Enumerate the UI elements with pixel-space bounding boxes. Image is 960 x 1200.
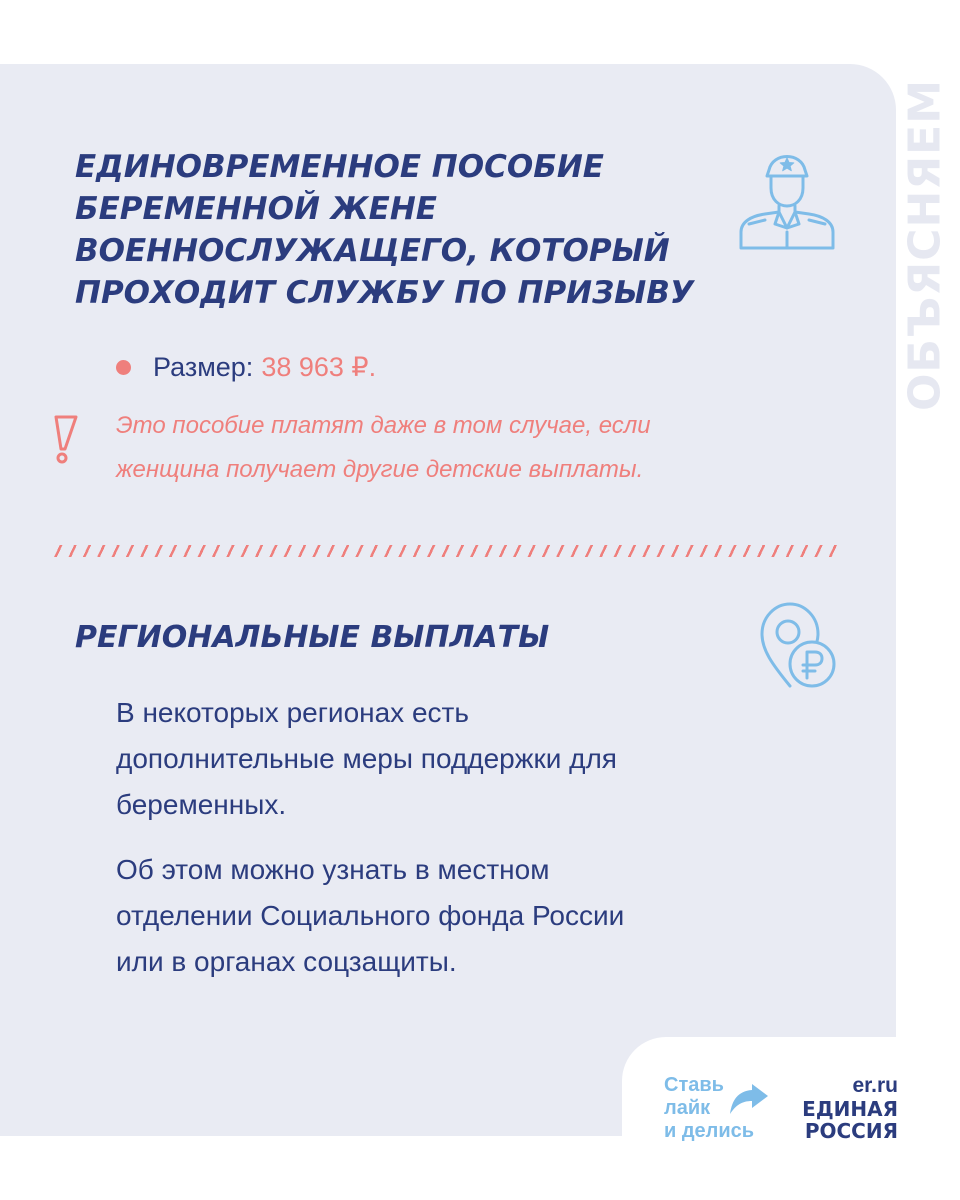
section1-title-line: ПРОХОДИТ СЛУЖБУ ПО ПРИЗЫВУ [75,275,694,311]
section1-title-line: ЕДИНОВРЕМЕННОЕ ПОСОБИЕ [75,149,604,185]
bullet-icon [116,360,131,375]
section1-title-line: ВОЕННОСЛУЖАЩЕГО, КОТОРЫЙ [75,233,670,269]
paragraph-line: отделении Социального фонда России [116,900,625,931]
site-link[interactable]: er.ru [852,1074,898,1097]
location-ruble-icon [758,600,840,690]
share-line: и делись [664,1120,755,1142]
section1-title [75,146,715,314]
exclamation-icon [52,415,78,465]
section1-title-line: БЕРЕМЕННОЙ ЖЕНЕ [75,191,437,227]
share-line: Ставь [664,1074,724,1096]
size-row [116,345,376,389]
paragraph-line: Об этом можно узнать в местном [116,854,550,885]
note-line: Это пособие платят даже в том случае, если [116,412,651,439]
brand-name-line: РОССИЯ [804,1119,898,1143]
hatched-divider [52,545,838,557]
paragraph-line: беременных. [116,789,287,820]
brand-name-line: ЕДИНАЯ [802,1097,898,1121]
size-label: Размер: [153,351,254,382]
brand-block [802,1074,898,1142]
soldier-icon [735,148,839,252]
paragraph-regions [116,690,756,828]
side-watermark: ОБЪЯСНЯЕМ [899,79,951,411]
share-line: лайк [664,1097,711,1119]
section2-title: РЕГИОНАЛЬНЫЕ ВЫПЛАТЫ [75,620,550,655]
paragraph-line: В некоторых регионах есть [116,697,469,728]
note-text [116,404,816,492]
paragraph-line: или в органах соцзащиты. [116,946,457,977]
paragraph-line: дополнительные меры поддержки для [116,743,617,774]
note-line: женщина получает другие детские выплаты. [116,456,644,483]
paragraph-info [116,847,756,985]
share-arrow-icon[interactable] [728,1082,770,1116]
size-value: 38 963 ₽. [261,351,377,382]
